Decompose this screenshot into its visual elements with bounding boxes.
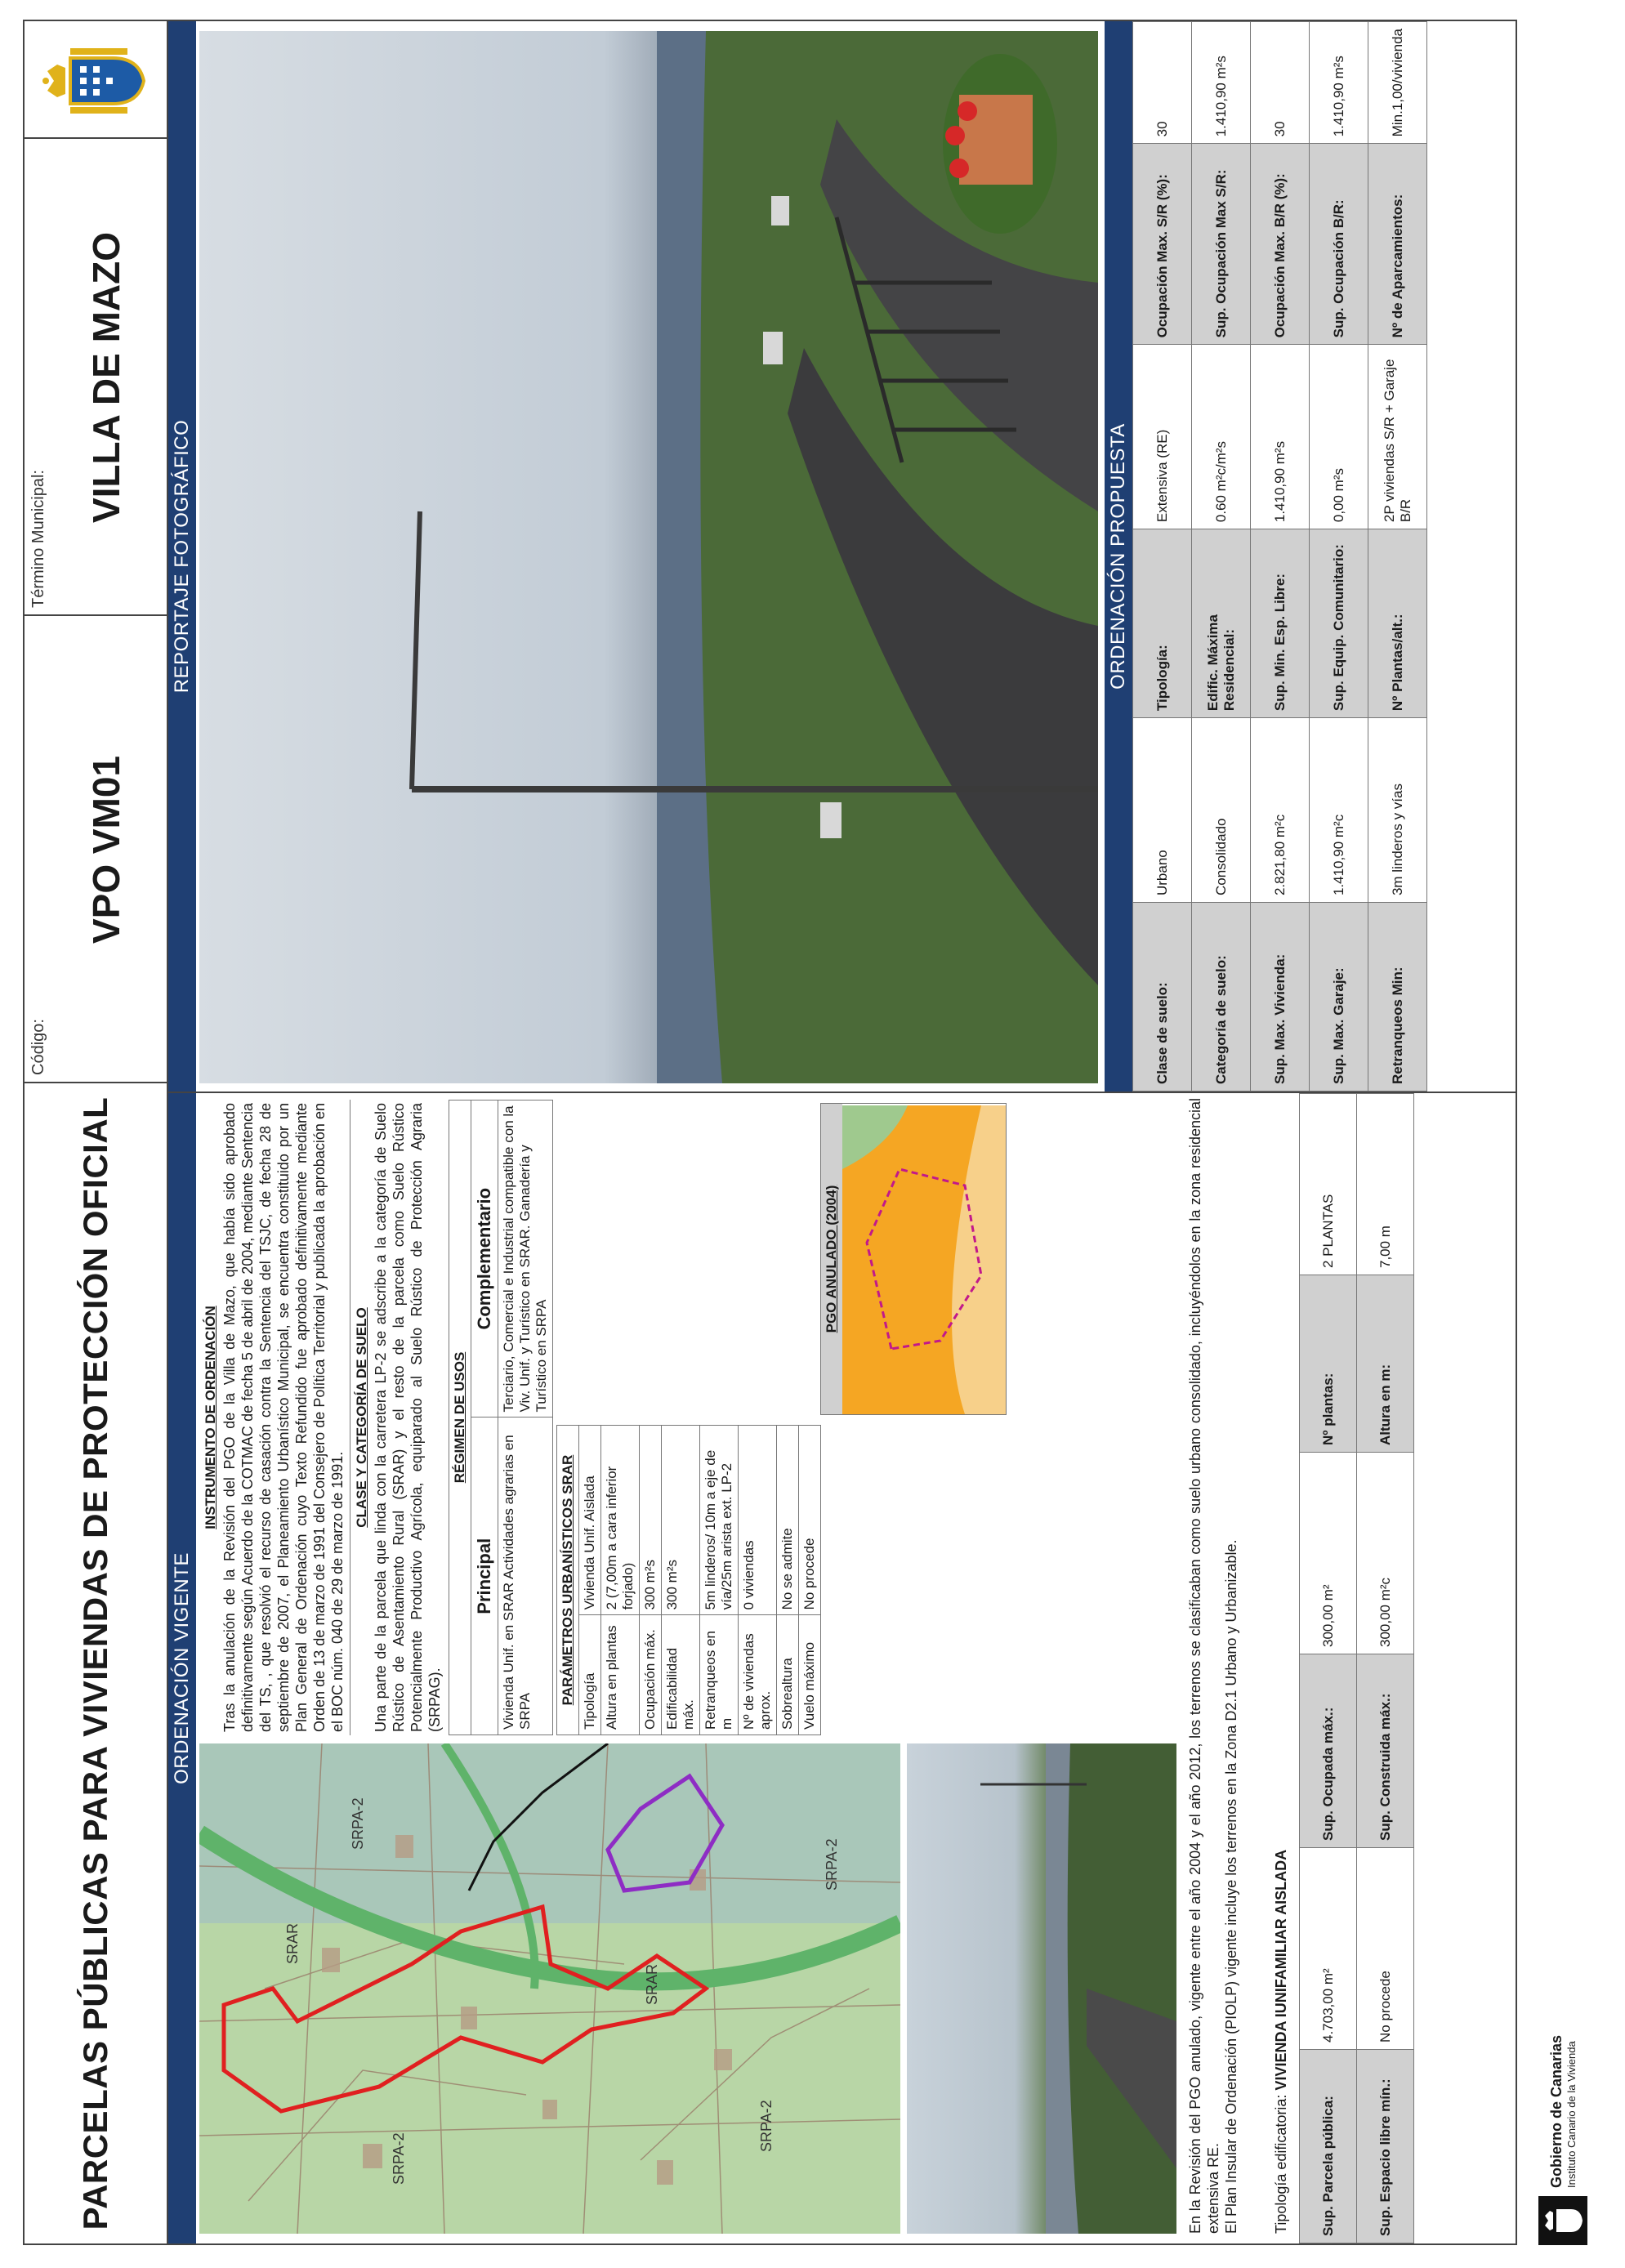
municipality-label: Término Municipal: (29, 470, 47, 608)
cell-label: Sup. Min. Esp. Libre: (1251, 529, 1310, 718)
param-label: Nº de viviendas aprox. (739, 1615, 777, 1735)
param-label: Altura en plantas (601, 1615, 640, 1735)
cell-label: Sup. Construida máx.: (1357, 1654, 1414, 1848)
cell-value: 0.60 m²c/m²s (1192, 345, 1251, 529)
cell-value: 3m linderos y vías (1368, 718, 1427, 903)
table-row (1310, 22, 1368, 1092)
pgo-box (820, 1103, 1007, 1415)
svg-text:SRPA-2: SRPA-2 (824, 1838, 840, 1891)
uses-table (449, 1100, 553, 1735)
param-value: 300 m²s (640, 1426, 662, 1615)
cell-label: Retranqueos Min: (1368, 903, 1427, 1092)
code-value: VPO VM01 (85, 755, 127, 944)
cell-value: Urbano (1133, 718, 1192, 903)
plan-note: En la Revisión del PGO anulado, vigente entre el año 2004 y el año 2012, los terrenos se clasificaban como suelo urbano consolidado, incluyéndolos en la zona residencial extensiva RE. El Plan Insular de Ordenación (PIOLP) vigente incluye los terrenos en la Zona D2.1 Urbano y Urbanizable. (1187, 1098, 1239, 2234)
uses-principal-label: Principal (471, 1418, 498, 1735)
table-row (640, 1426, 662, 1735)
table-row (777, 1426, 799, 1735)
proposed-plan-table (1132, 21, 1427, 1092)
typology-line (1273, 1098, 1290, 2234)
cell-label: Tipología: (1133, 529, 1192, 718)
svg-text:SRAR: SRAR (284, 1922, 301, 1964)
title-cell (25, 1082, 167, 2243)
uses-complementary-label: Complementario (471, 1101, 498, 1418)
cell-value: 30 (1251, 22, 1310, 144)
cell-value: 1.410,90 m²s (1251, 345, 1310, 529)
footer-logo (1536, 2000, 1590, 2245)
typology-value: VIVIENDA IUNIFAMILIAR AISLADA (1273, 1849, 1289, 2091)
table-row (1368, 22, 1427, 1092)
cell-label: Sup. Espacio libre mín.: (1357, 2050, 1414, 2243)
svg-text:SRAR: SRAR (644, 1963, 660, 2005)
current-plan-details (199, 1100, 1178, 1735)
table-row (739, 1426, 777, 1735)
header (25, 21, 168, 2243)
cell-label: Nº de Aparcamientos: (1368, 144, 1427, 345)
page-frame (23, 20, 1517, 2245)
param-value: 0 viviendas (739, 1426, 777, 1615)
cell-value: 0,00 m²s (1310, 345, 1368, 529)
zoning-map (199, 1743, 900, 2234)
cell-label: Ocupación Max. B/R (%): (1251, 144, 1310, 345)
param-label: Ocupación máx. (640, 1615, 662, 1735)
current-plan-heading: ORDENACIÓN VIGENTE (168, 1093, 196, 2243)
svg-text:SRPA-2: SRPA-2 (391, 2132, 407, 2185)
typology-label: Tipología edificatoria: (1273, 2090, 1289, 2234)
site-photo-secondary (907, 1743, 1176, 2234)
municipality-cell (25, 137, 167, 616)
uses-complementary: Terciario, Comercial e Industrial compatible con la Viv. Unif. y Turístico en SRAR. Ganadería y Turístico en SRPA (498, 1101, 553, 1418)
table-row (1192, 22, 1251, 1092)
cell-label: Altura en m: (1357, 1275, 1414, 1453)
param-value: No se admite (777, 1426, 799, 1615)
param-value: 5m linderos/ 10m a eje de vía/25m arista ext. LP-2 (700, 1426, 739, 1615)
table-row (1251, 22, 1310, 1092)
uses-heading: RÉGIMEN DE USOS (449, 1101, 471, 1735)
coat-of-arms-cell (25, 23, 167, 139)
cell-label: Sup. Max. Garaje: (1310, 903, 1368, 1092)
soil-class-text: Una parte de la parcela que linda con la carretera LP-2 se adscribe a la categoría de Suelo Rústico de Asentamiento Rural (SRAR) y el resto de la parcela como Suelo Rústico Potencialmente Productivo Agrícola, equiparado al Suelo Rústico de Protección Agraria (SRPAG). (373, 1103, 443, 1732)
code-cell (25, 614, 167, 1083)
cell-value: 2P viviendas S/R + Garaje B/R (1368, 345, 1427, 529)
cell-value: 1.410,90 m²s (1192, 22, 1251, 144)
cell-value: 7,00 m (1357, 1094, 1414, 1275)
cell-label: Sup. Parcela pública: (1300, 2050, 1357, 2243)
cell-value: 2 PLANTAS (1300, 1094, 1357, 1275)
cell-label: Sup. Equip. Comunitario: (1310, 529, 1368, 718)
cell-label: Clase de suelo: (1133, 903, 1192, 1092)
table-row (1300, 1094, 1357, 2243)
param-value: Vivienda Unif. Aislada (579, 1426, 601, 1615)
param-label: Tipología (579, 1615, 601, 1735)
cell-value: 1.410,90 m²c (1310, 718, 1368, 903)
table-row (662, 1426, 700, 1735)
instrument-text: Tras la anulación de la Revisión del PGO de la Villa de Mazo, que había sido aprobado definitivamente según Acuerdo de la COTMAC de fecha 5 de abril de 2004, mediante Sentencia del TS, , que resolvió el recurso de casación contra la Sentencia del TSJC, de fecha 28 de septiembre de 2007, el Planeamiento Urbanístico Municipal, se encuentra constituido por un Plan General de Ordenación cuyo Texto Refundido fue aprobado definitivamente mediante Orden de 13 de marzo de 1991 del Consejero de Política Territorial y publicada la aprobación en el BOC núm. 040 de 29 de marzo de 1991. (221, 1103, 346, 1732)
code-label: Código: (29, 1019, 47, 1075)
cell-value: Extensiva (RE) (1133, 345, 1192, 529)
table-row (601, 1426, 640, 1735)
coat-of-arms-icon (42, 40, 149, 122)
municipality-value: VILLA DE MAZO (85, 231, 127, 524)
param-value: 2 (7,00m a cara inferior forjado) (601, 1426, 640, 1615)
soil-class-heading: CLASE Y CATEGORÍA DE SUELO (354, 1307, 369, 1528)
cell-value: 2.821,80 m²c (1251, 718, 1310, 903)
params-table (556, 1425, 821, 1735)
cell-value: 30 (1133, 22, 1192, 144)
cell-label: Categoría de suelo: (1192, 903, 1251, 1092)
current-plan-table (1299, 1093, 1414, 2243)
param-value: 300 m²s (662, 1426, 700, 1615)
instrument-heading: INSTRUMENTO DE ORDENACIÓN (203, 1306, 218, 1529)
cell-value: 1.410,90 m²s (1310, 22, 1368, 144)
site-photo-main (199, 31, 1098, 1083)
uses-principal: Vivienda Unif. en SRAR Actividades agrarias en SRPA (498, 1418, 553, 1735)
cell-label: Ocupación Max. S/R (%): (1133, 144, 1192, 345)
cell-value: Min.1,00/vivienda (1368, 22, 1427, 144)
cell-value: Consolidado (1192, 718, 1251, 903)
photo-report-heading: REPORTAJE FOTOGRÁFICO (168, 21, 196, 1092)
param-label: Edificabilidad máx. (662, 1615, 700, 1735)
cell-value: 300,00 m² (1300, 1453, 1357, 1654)
params-heading: PARÁMETROS URBANÍSTICOS SRAR (557, 1426, 579, 1735)
param-label: Retranqueos en m (700, 1615, 739, 1735)
param-value: No procede (799, 1426, 821, 1615)
svg-text:SRPA-2: SRPA-2 (350, 1797, 366, 1850)
proposed-plan-heading: ORDENACIÓN PROPUESTA (1105, 21, 1132, 1092)
cell-label: Nº plantas: (1300, 1275, 1357, 1453)
cell-value: 300,00 m²c (1357, 1453, 1414, 1654)
table-row (1357, 1094, 1414, 2243)
page-title: PARCELAS PÚBLICAS PARA VIVIENDAS DE PROTECCIÓN OFICIAL (76, 1096, 114, 2230)
table-row (579, 1426, 601, 1735)
cell-label: Sup. Ocupación Max S/R: (1192, 144, 1251, 345)
pgo-map (842, 1105, 1006, 1414)
param-label: Vuelo máximo (799, 1615, 821, 1735)
pgo-label: PGO ANULADO (2004) (821, 1104, 842, 1414)
cell-label: Sup. Ocupada máx.: (1300, 1654, 1357, 1848)
footer-logo-subtitle: Instituto Canario de la Vivienda (1565, 2041, 1578, 2188)
cell-label: Edific. Máxima Residencial: (1192, 529, 1251, 718)
cell-label: Sup. Max. Vivienda: (1251, 903, 1310, 1092)
param-label: Sobrealtura (777, 1615, 799, 1735)
footer-logo-title: Gobierno de Canarias (1548, 2034, 1565, 2188)
cell-value: 4.703,00 m² (1300, 1848, 1357, 2050)
svg-text:SRPA-2: SRPA-2 (758, 2100, 775, 2152)
table-row (1133, 22, 1192, 1092)
table-row (700, 1426, 739, 1735)
table-row (799, 1426, 821, 1735)
cell-value: No procede (1357, 1848, 1414, 2050)
cell-label: Sup. Ocupación B/R: (1310, 144, 1368, 345)
government-logo-icon (1538, 2196, 1587, 2245)
cell-label: Nº Plantas/alt.: (1368, 529, 1427, 718)
